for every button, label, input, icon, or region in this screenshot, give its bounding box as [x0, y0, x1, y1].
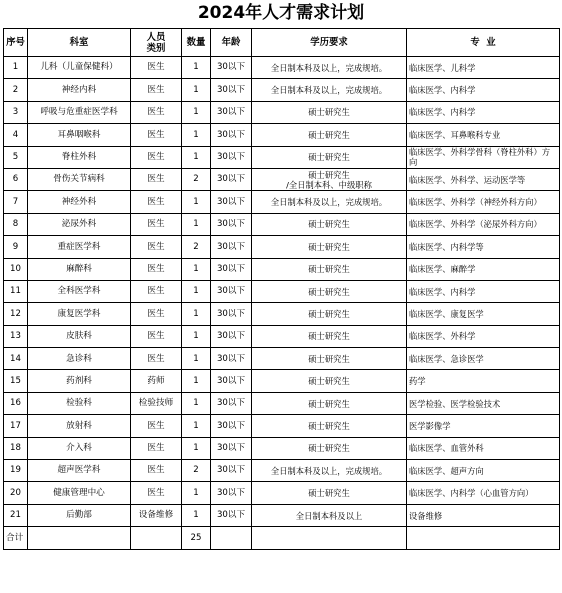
header-dept: 科室	[28, 29, 131, 57]
table-row	[4, 213, 560, 235]
row-number: 3	[4, 101, 28, 123]
dept-cell: 皮肤科	[28, 325, 131, 347]
role-cell: 医生	[131, 482, 182, 504]
role-cell: 医生	[131, 437, 182, 459]
education-cell: 全日制本科及以上	[252, 504, 407, 526]
education-cell: 硕士研究生	[252, 213, 407, 235]
total-empty	[407, 527, 560, 549]
education-cell: 硕士研究生	[252, 146, 407, 168]
row-number: 16	[4, 392, 28, 414]
table-row	[4, 504, 560, 526]
role-cell: 设备维修	[131, 504, 182, 526]
education-cell: 硕士研究生 /全日制本科、中级职称	[252, 168, 407, 190]
major-cell: 临床医学、超声方向	[407, 460, 560, 482]
age-cell: 30以下	[211, 57, 252, 79]
count-cell: 1	[182, 325, 211, 347]
major-cell: 临床医学、外科学	[407, 325, 560, 347]
row-number: 14	[4, 348, 28, 370]
table-row	[4, 280, 560, 302]
age-cell: 30以下	[211, 392, 252, 414]
age-cell: 30以下	[211, 79, 252, 101]
header-major: 专 业	[407, 29, 560, 57]
header-row	[4, 29, 560, 57]
education-cell: 硕士研究生	[252, 348, 407, 370]
role-cell: 医生	[131, 101, 182, 123]
total-empty	[28, 527, 131, 549]
role-cell: 医生	[131, 325, 182, 347]
total-empty	[211, 527, 252, 549]
major-cell: 临床医学、外科学骨科（脊柱外科）方向	[407, 146, 560, 168]
row-number: 10	[4, 258, 28, 280]
dept-cell: 药剂科	[28, 370, 131, 392]
row-number: 1	[4, 57, 28, 79]
table-row	[4, 392, 560, 414]
table-row	[4, 236, 560, 258]
role-cell: 医生	[131, 146, 182, 168]
role-cell: 医生	[131, 124, 182, 146]
table-row	[4, 460, 560, 482]
row-number: 18	[4, 437, 28, 459]
table-row	[4, 370, 560, 392]
role-cell: 医生	[131, 213, 182, 235]
table-row	[4, 303, 560, 325]
count-cell: 1	[182, 370, 211, 392]
dept-cell: 重症医学科	[28, 236, 131, 258]
major-cell: 临床医学、康复医学	[407, 303, 560, 325]
major-cell: 临床医学、儿科学	[407, 57, 560, 79]
count-cell: 1	[182, 124, 211, 146]
role-cell: 检验技师	[131, 392, 182, 414]
role-cell: 医生	[131, 236, 182, 258]
dept-cell: 耳鼻咽喉科	[28, 124, 131, 146]
count-cell: 1	[182, 348, 211, 370]
row-number: 21	[4, 504, 28, 526]
role-cell: 医生	[131, 348, 182, 370]
header-count: 数量	[182, 29, 211, 57]
dept-cell: 脊柱外科	[28, 146, 131, 168]
education-cell: 全日制本科及以上，完成规培。	[252, 79, 407, 101]
education-cell: 硕士研究生	[252, 280, 407, 302]
table-row	[4, 191, 560, 213]
dept-cell: 神经内科	[28, 79, 131, 101]
age-cell: 30以下	[211, 191, 252, 213]
role-cell: 医生	[131, 79, 182, 101]
role-cell: 医生	[131, 258, 182, 280]
education-cell: 硕士研究生	[252, 392, 407, 414]
table-row	[4, 348, 560, 370]
count-cell: 1	[182, 504, 211, 526]
count-cell: 1	[182, 437, 211, 459]
row-number: 2	[4, 79, 28, 101]
dept-cell: 麻醉科	[28, 258, 131, 280]
dept-cell: 检验科	[28, 392, 131, 414]
major-cell: 临床医学、外科学、运动医学等	[407, 168, 560, 190]
count-cell: 1	[182, 57, 211, 79]
table-row	[4, 101, 560, 123]
major-cell: 药学	[407, 370, 560, 392]
count-cell: 1	[182, 213, 211, 235]
education-cell: 全日制本科及以上，完成规培。	[252, 191, 407, 213]
row-number: 19	[4, 460, 28, 482]
major-cell: 临床医学、内科学等	[407, 236, 560, 258]
dept-cell: 骨伤关节病科	[28, 168, 131, 190]
age-cell: 30以下	[211, 303, 252, 325]
major-cell: 临床医学、内科学	[407, 280, 560, 302]
dept-cell: 神经外科	[28, 191, 131, 213]
row-number: 12	[4, 303, 28, 325]
education-cell: 硕士研究生	[252, 370, 407, 392]
row-number: 7	[4, 191, 28, 213]
role-cell: 医生	[131, 460, 182, 482]
table-row	[4, 258, 560, 280]
major-cell: 医学检验、医学检验技术	[407, 392, 560, 414]
recruitment-table	[3, 28, 560, 550]
header-no: 序号	[4, 29, 28, 57]
age-cell: 30以下	[211, 146, 252, 168]
age-cell: 30以下	[211, 460, 252, 482]
major-cell: 临床医学、外科学（泌尿外科方向）	[407, 213, 560, 235]
dept-cell: 健康管理中心	[28, 482, 131, 504]
dept-cell: 儿科（儿童保健科）	[28, 57, 131, 79]
count-cell: 2	[182, 236, 211, 258]
role-cell: 药师	[131, 370, 182, 392]
education-cell: 硕士研究生	[252, 258, 407, 280]
count-cell: 1	[182, 303, 211, 325]
row-number: 4	[4, 124, 28, 146]
row-number: 15	[4, 370, 28, 392]
table-row	[4, 325, 560, 347]
education-cell: 硕士研究生	[252, 101, 407, 123]
row-number: 11	[4, 280, 28, 302]
age-cell: 30以下	[211, 280, 252, 302]
count-cell: 1	[182, 392, 211, 414]
major-cell: 临床医学、外科学（神经外科方向）	[407, 191, 560, 213]
count-cell: 1	[182, 79, 211, 101]
page-title: 2024年人才需求计划	[197, 3, 365, 23]
age-cell: 30以下	[211, 258, 252, 280]
total-empty	[131, 527, 182, 549]
age-cell: 30以下	[211, 437, 252, 459]
row-number: 20	[4, 482, 28, 504]
education-cell: 硕士研究生	[252, 415, 407, 437]
header-role: 人员 类别	[131, 29, 182, 57]
age-cell: 30以下	[211, 168, 252, 190]
major-cell: 临床医学、麻醉学	[407, 258, 560, 280]
dept-cell: 急诊科	[28, 348, 131, 370]
age-cell: 30以下	[211, 482, 252, 504]
total-row	[4, 527, 560, 549]
education-cell: 硕士研究生	[252, 437, 407, 459]
header-edu: 学历要求	[252, 29, 407, 57]
count-cell: 1	[182, 191, 211, 213]
major-cell: 临床医学、内科学	[407, 79, 560, 101]
table-row	[4, 146, 560, 168]
education-cell: 硕士研究生	[252, 236, 407, 258]
count-cell: 1	[182, 258, 211, 280]
age-cell: 30以下	[211, 415, 252, 437]
table-row	[4, 415, 560, 437]
dept-cell: 后勤部	[28, 504, 131, 526]
row-number: 8	[4, 213, 28, 235]
education-cell: 硕士研究生	[252, 303, 407, 325]
education-cell: 全日制本科及以上，完成规培。	[252, 460, 407, 482]
age-cell: 30以下	[211, 325, 252, 347]
role-cell: 医生	[131, 191, 182, 213]
age-cell: 30以下	[211, 101, 252, 123]
row-number: 5	[4, 146, 28, 168]
age-cell: 30以下	[211, 370, 252, 392]
age-cell: 30以下	[211, 236, 252, 258]
table-row	[4, 57, 560, 79]
count-cell: 1	[182, 415, 211, 437]
row-number: 9	[4, 236, 28, 258]
major-cell: 临床医学、内科学（心血管方向）	[407, 482, 560, 504]
role-cell: 医生	[131, 57, 182, 79]
role-cell: 医生	[131, 415, 182, 437]
table-row	[4, 482, 560, 504]
row-number: 17	[4, 415, 28, 437]
dept-cell: 放射科	[28, 415, 131, 437]
dept-cell: 全科医学科	[28, 280, 131, 302]
age-cell: 30以下	[211, 348, 252, 370]
role-cell: 医生	[131, 168, 182, 190]
age-cell: 30以下	[211, 124, 252, 146]
education-cell: 硕士研究生	[252, 124, 407, 146]
role-cell: 医生	[131, 303, 182, 325]
major-cell: 临床医学、急诊医学	[407, 348, 560, 370]
count-cell: 1	[182, 146, 211, 168]
header-age: 年龄	[211, 29, 252, 57]
major-cell: 临床医学、耳鼻喉科专业	[407, 124, 560, 146]
table-row	[4, 124, 560, 146]
age-cell: 30以下	[211, 213, 252, 235]
major-cell: 临床医学、血管外科	[407, 437, 560, 459]
count-cell: 2	[182, 460, 211, 482]
total-count: 25	[182, 527, 211, 549]
count-cell: 1	[182, 482, 211, 504]
total-label: 合计	[4, 527, 28, 549]
major-cell: 临床医学、内科学	[407, 101, 560, 123]
role-cell: 医生	[131, 280, 182, 302]
education-cell: 全日制本科及以上，完成规培。	[252, 57, 407, 79]
table-row	[4, 437, 560, 459]
education-cell: 硕士研究生	[252, 325, 407, 347]
dept-cell: 超声医学科	[28, 460, 131, 482]
count-cell: 2	[182, 168, 211, 190]
table-row	[4, 168, 560, 190]
education-cell: 硕士研究生	[252, 482, 407, 504]
total-empty	[252, 527, 407, 549]
age-cell: 30以下	[211, 504, 252, 526]
dept-cell: 呼吸与危重症医学科	[28, 101, 131, 123]
row-number: 6	[4, 168, 28, 190]
count-cell: 1	[182, 280, 211, 302]
dept-cell: 介入科	[28, 437, 131, 459]
row-number: 13	[4, 325, 28, 347]
major-cell: 医学影像学	[407, 415, 560, 437]
count-cell: 1	[182, 101, 211, 123]
dept-cell: 康复医学科	[28, 303, 131, 325]
table-row	[4, 79, 560, 101]
dept-cell: 泌尿外科	[28, 213, 131, 235]
major-cell: 设备维修	[407, 504, 560, 526]
